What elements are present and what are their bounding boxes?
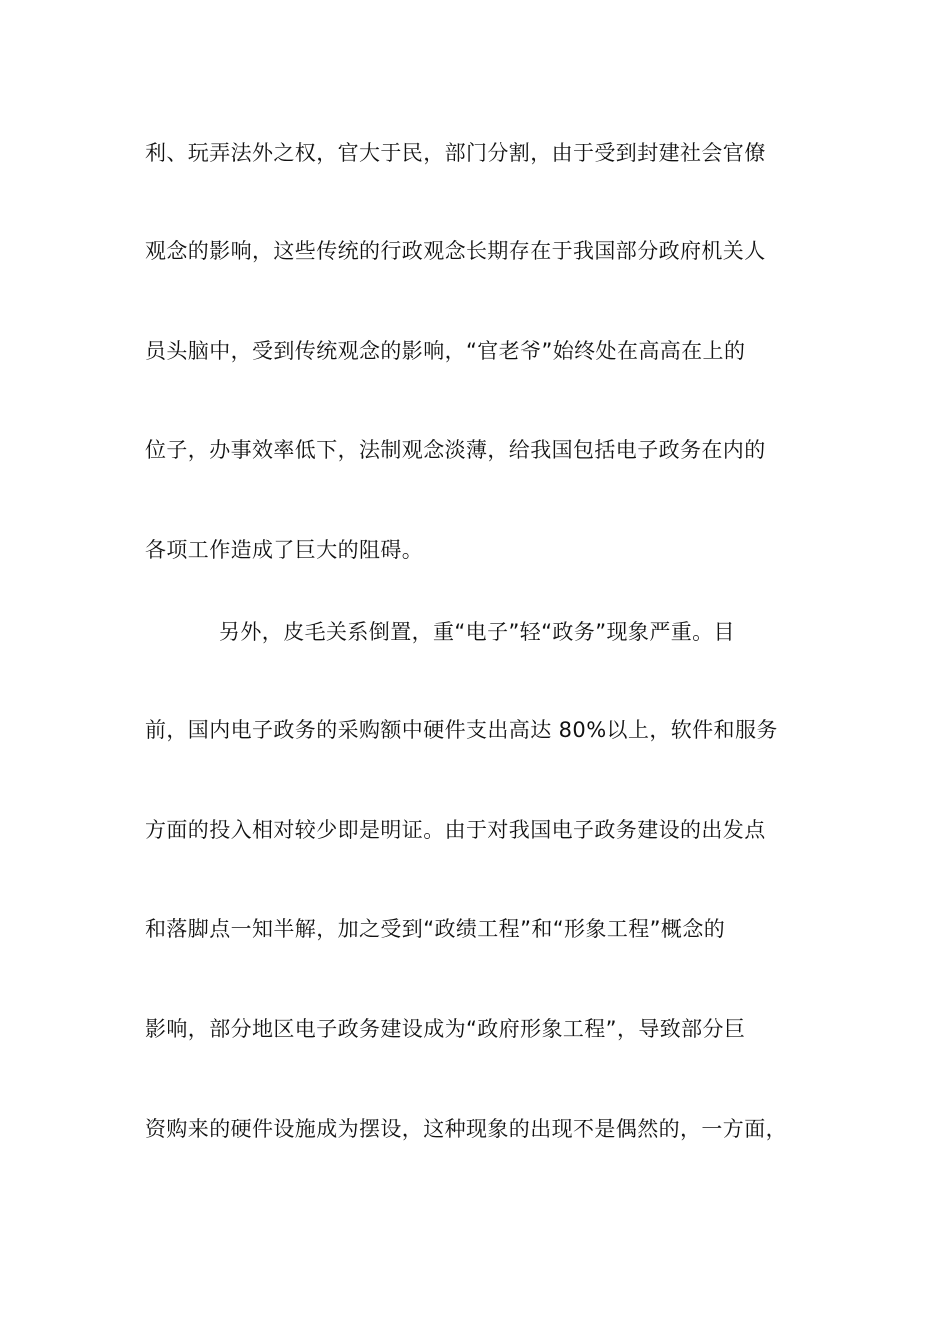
- text-line: 和落脚点一知半解，加之受到“政绩工程”和“形象工程”概念的: [145, 917, 726, 941]
- text-line: 各项工作造成了巨大的阻碍。: [145, 538, 424, 562]
- text-line: 利、玩弄法外之权，官大于民，部门分割，由于受到封建社会官僚: [145, 141, 766, 165]
- text-line: 观念的影响，这些传统的行政观念长期存在于我国部分政府机关人: [145, 239, 766, 263]
- text-line: 前，国内电子政务的采购额中硬件支出高达 80%以上，软件和服务: [145, 718, 778, 742]
- text-line: 位子，办事效率低下，法制观念淡薄，给我国包括电子政务在内的: [145, 438, 766, 462]
- paragraph-first-line: 另外，皮毛关系倒置，重“电子”轻“政务”现象严重。目: [219, 620, 735, 644]
- text-line: 资购来的硬件设施成为摆设，这种现象的出现不是偶然的，一方面，: [145, 1117, 787, 1141]
- text-line: 员头脑中，受到传统观念的影响，“官老爷”始终处在高高在上的: [145, 339, 746, 363]
- text-line: 影响，部分地区电子政务建设成为“政府形象工程”，导致部分巨: [145, 1017, 746, 1041]
- text-line: 方面的投入相对较少即是明证。由于对我国电子政务建设的出发点: [145, 818, 766, 842]
